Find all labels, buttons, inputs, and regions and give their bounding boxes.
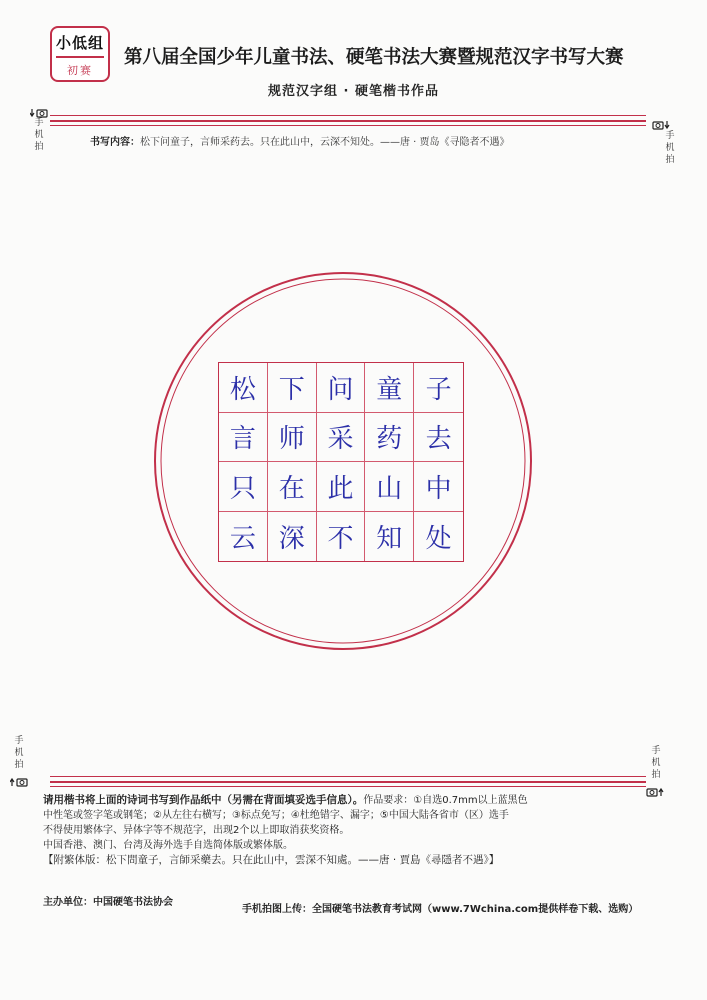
grid-cell: 去 — [414, 413, 463, 463]
grid-cell: 山 — [365, 462, 414, 512]
top-rule-thin-2 — [50, 125, 646, 126]
page-subtitle: 规范汉字组 · 硬笔楷书作品 — [268, 84, 439, 99]
stage-label: 初赛 — [67, 63, 93, 77]
grid-cell: 中 — [414, 462, 463, 512]
grid-cell: 处 — [425, 523, 452, 554]
grid-cell: 此 — [317, 462, 366, 512]
group-badge — [50, 26, 110, 82]
instructions-line-4: 中国香港、澳门、台湾及海外选手自选简体版或繁体版。 — [43, 840, 293, 851]
grid-cell: 下 — [268, 363, 317, 413]
grid-cell: 童 — [365, 363, 414, 413]
instructions-line-2: 中性笔或签字笔或钢笔；②从左往右横写；③标点免写；④杜绝错字、漏字；⑤中国大陆各省市（区）选手 — [43, 810, 509, 821]
grid-cell: 在 — [268, 462, 317, 512]
grid-cell: 采 — [317, 413, 366, 463]
bottom-rule-thin — [50, 776, 646, 777]
page-title: 第八届全国少年儿童书法、硬笔书法大赛暨规范汉字书写大赛 — [124, 47, 624, 68]
writing-grid — [218, 362, 464, 562]
grid-cell: 不 — [317, 512, 366, 562]
upload-info: 手机拍图上传：全国硬笔书法教育考试网（www.7Wchina.com提供样卷下载、选购） — [242, 904, 639, 915]
grid-cell: 言 — [219, 413, 268, 463]
grid-cell: 只 — [219, 462, 268, 512]
grid-cell: 师 — [268, 413, 317, 463]
grid-cell: 药 — [365, 413, 414, 463]
instructions-line-3: 不得使用繁体字、异体字等不规范字，出现2个以上即取消获奖资格。 — [43, 825, 350, 836]
phone-label-bottom-right: 手 机 拍 — [651, 746, 661, 780]
grid-cell: 深 — [268, 512, 317, 562]
phone-label-top-right: 手 机 拍 — [665, 131, 675, 165]
grid-cell: 松 — [219, 363, 268, 413]
camera-icon — [10, 777, 28, 787]
bottom-rule — [50, 781, 646, 783]
content-label: 书写内容： — [90, 137, 140, 148]
content-line — [90, 133, 510, 148]
top-rule-thin — [50, 115, 646, 116]
grid-cell: 问 — [317, 363, 366, 413]
grid-cell: 知 — [365, 512, 414, 562]
phone-mark-bottom-left — [10, 772, 28, 791]
traditional-version: 【附繁体版：松下問童子，言師采藥去。只在此山中，雲深不知處。——唐 · 賈島《尋隱者不遇》】 — [43, 854, 500, 866]
camera-icon — [652, 120, 670, 130]
grid-cell: 云 — [219, 512, 268, 562]
top-rule — [50, 120, 646, 122]
phone-label-bottom-left: 手 机 拍 — [14, 736, 24, 770]
content-text: 松下问童子，言师采药去。只在此山中，云深不知处。——唐 · 贾岛《寻隐者不遇》 — [140, 137, 510, 148]
instructions-line-1: 请用楷书将上面的诗词书写到作品纸中（另需在背面填妥选手信息）。作品要求：①自选0.7mm以上蓝黑色 — [43, 794, 528, 806]
group-label: 小低组 — [55, 34, 104, 52]
grid-cell: 子 — [414, 363, 463, 413]
bottom-rule-thin-2 — [50, 786, 646, 787]
instructions — [43, 793, 663, 868]
phone-label-top-left: 手 机 拍 — [34, 118, 44, 152]
organizer: 主办单位：中国硬笔书法协会 — [43, 897, 173, 908]
